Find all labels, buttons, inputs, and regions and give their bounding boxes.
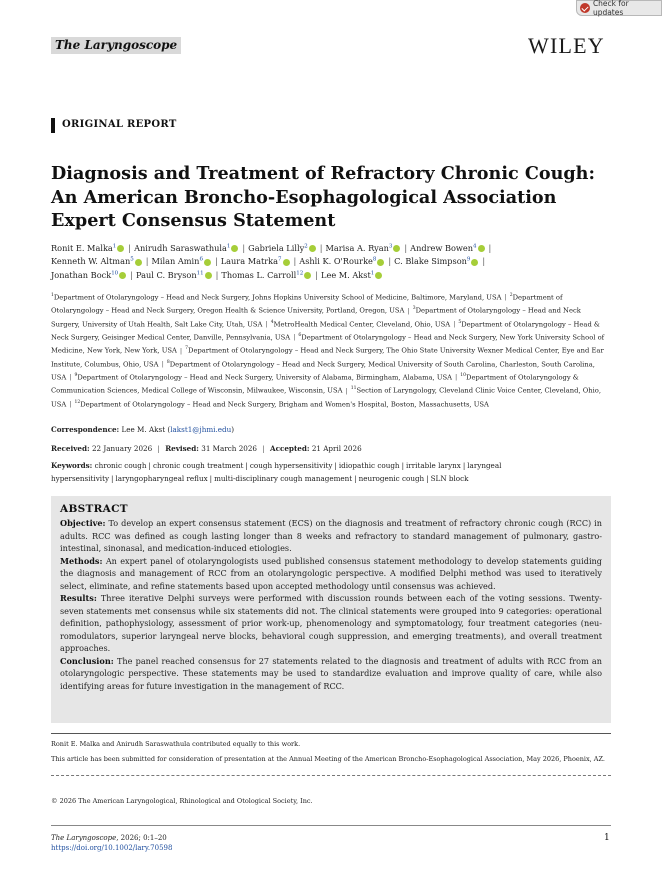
affiliation-separator: | (345, 386, 348, 395)
divider (51, 825, 611, 826)
author-separator: | (215, 269, 219, 280)
article-dates (51, 444, 611, 453)
orcid-icon[interactable] (204, 259, 211, 266)
conclusion-label: Conclusion: (60, 655, 114, 666)
abstract-box (51, 496, 611, 723)
received-label: Received: (51, 444, 90, 453)
affiliation-text: Department of Otolaryngology – Head and Neck Surgery, New York University School of Medicine, New York, New York, USA (51, 333, 605, 355)
revised-label: Revised: (165, 444, 199, 453)
orcid-icon[interactable] (117, 245, 124, 252)
author-separator: | (404, 242, 408, 253)
affiliation-separator: | (161, 359, 164, 368)
correspondence-email-link[interactable]: lakst1@jhmi.edu (170, 425, 232, 434)
author-separator: | (388, 256, 392, 267)
affiliation-number: 11 (350, 386, 357, 392)
author-affiliation-ref: 9 (466, 256, 471, 263)
divider (51, 733, 611, 734)
affiliation-separator: | (453, 319, 456, 328)
objective-text: To develop an expert consensus statement (ECS) on the diagnosis and treatment of refractory chronic cough (RCC) in adults. RCC was defined as cough lasting longer than 8 weeks and refractory to standard management of pulmonary, gastro-intestinal, sinonasal, and medication-induced etiologies. (60, 518, 602, 553)
affiliation-number: 5 (458, 319, 462, 325)
divider: | (157, 444, 160, 453)
revised-date: 31 March 2026 (201, 444, 257, 453)
affiliation-separator: | (265, 319, 268, 328)
publisher-logo: WILEY (528, 33, 605, 58)
affiliation-text: Department of Otolaryngology – Head and Neck Surgery, Oregon Health & Science University, Portland, Oregon, USA (51, 293, 563, 315)
keyword: SLN block (430, 473, 469, 483)
author-affiliation-ref: 1 (226, 243, 231, 249)
keyword-separator: | (209, 473, 213, 483)
keyword: chronic cough (94, 461, 147, 470)
orcid-icon[interactable] (393, 245, 400, 252)
author-affiliation-ref: 10 (111, 270, 119, 276)
article-title: Diagnosis and Treatment of Refractory Chronic Cough: An American Broncho-Esophagological Association Expert Consensus Statement (51, 163, 595, 231)
author-separator: | (145, 256, 149, 267)
orcid-icon[interactable] (119, 272, 126, 279)
author-name: Ashli K. O'Rourke (299, 256, 373, 267)
author-list-line (51, 267, 611, 282)
author-separator: | (214, 256, 218, 267)
keyword: chronic cough treatment (152, 461, 244, 470)
keyword-separator: | (334, 461, 337, 470)
report-type: ORIGINAL REPORT (62, 119, 177, 130)
orcid-icon[interactable] (283, 259, 290, 266)
keyword: multi-disciplinary cough management (214, 473, 353, 483)
author-name: Anirudh Saraswathula (134, 242, 227, 253)
methods-label: Methods: (60, 555, 103, 566)
author-separator: | (293, 256, 297, 267)
author-affiliation-ref: 8 (372, 256, 377, 263)
author-affiliation-ref: 12 (296, 270, 304, 276)
author-name: Paul C. Bryson (135, 269, 197, 280)
keyword-separator: | (401, 461, 404, 470)
abstract-methods (60, 555, 602, 593)
orcid-icon[interactable] (205, 272, 212, 279)
author-name: Marisa A. Ryan (325, 242, 389, 253)
author-name: Laura Matrka (220, 256, 279, 267)
abstract-conclusion (60, 655, 602, 693)
conclusion-text: The panel reached consensus for 27 statements related to the diagnosis and treatment of adults with RCC from an otolaryngologic perspective. These statements may be used to standardize evaluation and improve quality of care, while also identifying areas for future investigation in the management of RCC. (60, 655, 602, 691)
abstract-objective (60, 517, 602, 555)
check-updates-icon (580, 3, 590, 13)
affiliation-text: Department of Otolaryngology – Head and Neck Surgery, Medical University of South Carolina, Charleston, South Carolina, USA (51, 359, 595, 382)
affiliation-number: 6 (298, 333, 302, 339)
journal-name: The Laryngoscope (51, 37, 181, 54)
affiliation-text: Department of Otolaryngology – Head and Neck Surgery, The Ohio State University Wexner Medical Center, Eye and Ear Institute, Columbus, Ohio, USA (51, 346, 604, 368)
keyword: cough hypersensitivity (249, 461, 333, 470)
author[interactable] (221, 270, 312, 280)
author[interactable] (299, 256, 385, 266)
author[interactable] (51, 270, 127, 280)
keyword-list (51, 461, 501, 483)
author[interactable] (394, 256, 479, 266)
author-separator: | (242, 242, 246, 253)
affiliation-separator: | (179, 346, 183, 355)
author[interactable] (248, 243, 317, 253)
author-name: Gabriela Lilly (248, 242, 305, 253)
affiliation-text: MetroHealth Medical Center, Cleveland, Ohio, USA (273, 319, 451, 328)
author-name: Thomas L. Carroll (221, 269, 297, 280)
orcid-icon[interactable] (135, 259, 142, 266)
author-affiliation-ref: 7 (278, 256, 282, 263)
doi-link[interactable]: https://doi.org/10.1002/lary.70598 (51, 844, 173, 852)
author-affiliation-ref: 5 (130, 256, 134, 263)
affiliation-separator: | (69, 373, 72, 382)
affiliation-text: Department of Otolaryngology & Communication Sciences, Medical College of Wisconsin, Milwaukee, Wisconsin, USA (51, 373, 579, 395)
keyword: neurogenic cough (358, 473, 425, 483)
affiliation-separator: | (407, 306, 410, 315)
orcid-icon[interactable] (304, 272, 311, 279)
author[interactable] (134, 243, 239, 253)
author-name: Jonathan Bock (51, 269, 112, 280)
keyword: laryngeal hypersensitivity (51, 461, 502, 483)
check-for-updates-button[interactable] (576, 0, 662, 16)
divider: | (262, 444, 265, 453)
affiliation-number: 3 (412, 306, 416, 312)
author-affiliation-ref: 1 (370, 270, 375, 276)
author-affiliation-ref: 2 (304, 243, 308, 249)
author[interactable] (136, 270, 213, 280)
author[interactable] (410, 243, 485, 253)
author-name: Lee M. Akst (321, 269, 371, 280)
author-separator: | (130, 269, 133, 280)
author-separator: | (319, 242, 323, 253)
affiliation-separator: | (455, 373, 458, 382)
affiliation-number: 12 (74, 399, 81, 405)
affiliation-text: Department of Otolaryngology – Head and Neck Surgery, University of Alabama, Birmingham, Alabama, USA (77, 373, 453, 382)
correspondence: Correspondence: Lee M. Akst (lakst1@jhmi.edu) (51, 425, 235, 434)
affiliation-text: Department of Otolaryngology – Head and Neck Surgery, University of Utah Health, Salt Lake City, Utah, USA (51, 306, 581, 328)
author-affiliation-ref: 6 (199, 256, 203, 263)
keyword-separator: | (426, 473, 429, 483)
orcid-icon[interactable] (375, 272, 382, 279)
keyword: idiopathic cough (338, 461, 400, 470)
copyright: © 2026 The American Laryngological, Rhinological and Otological Society, Inc. (51, 797, 313, 805)
author-name: Ronit E. Malka (51, 242, 113, 253)
author[interactable] (51, 256, 143, 266)
author-separator: | (488, 242, 492, 253)
affiliation-text: Department of Otolaryngology – Head and Neck Surgery, Brigham and Women's Hospital, Boston, Massachusetts, USA (80, 400, 489, 408)
author[interactable] (221, 256, 291, 266)
keyword: irritable larynx (405, 461, 461, 470)
results-text: Three iterative Delphi surveys were performed with discussion rounds between each of the voting sessions. Twenty-seven statements met consensus while six statements did not. The clinical statements were grouped into 9 categories: operational definition, pathophysiology, assessment of prior work-up, phenomenology and symptomatology, four treatment categories (neu-romodulators, superior laryngeal nerve blocks, behavioral cough suppression, and emerging treatments), and overall treatment approaches. (60, 593, 602, 653)
affiliation-text: Department of Otolaryngology – Head and Neck Surgery, Johns Hopkins University School of Medicine, Baltimore, Maryland, USA (53, 293, 502, 302)
author-name: C. Blake Simpson (394, 256, 467, 267)
affiliation-separator: | (293, 333, 296, 342)
keywords-label: Keywords: (51, 461, 93, 470)
abstract-heading: ABSTRACT (60, 503, 128, 515)
footnote-equal-contribution: Ronit E. Malka and Anirudh Saraswathula contributed equally to this work. (51, 740, 301, 748)
received-date: 22 January 2026 (91, 444, 153, 453)
orcid-icon[interactable] (377, 259, 384, 266)
orcid-icon[interactable] (231, 245, 238, 252)
affiliation-separator: | (69, 400, 72, 408)
author-affiliation-ref: 4 (473, 243, 477, 249)
keyword-separator: | (111, 473, 114, 483)
author-separator: | (482, 256, 486, 267)
citation-journal: The Laryngoscope (51, 834, 117, 842)
affiliation-number: 9 (74, 373, 78, 379)
author[interactable] (51, 243, 125, 253)
author-name: Kenneth W. Altman (51, 256, 131, 267)
author[interactable] (152, 256, 212, 266)
check-updates-label: Check for updates (592, 0, 629, 17)
abstract-results (60, 592, 602, 655)
affiliation-number: 7 (185, 346, 189, 352)
results-label: Results: (60, 593, 97, 603)
affiliation-separator: | (504, 293, 507, 302)
keyword-separator: | (148, 461, 151, 470)
citation (51, 833, 611, 853)
correspondence-name: Lee M. Akst (121, 425, 166, 434)
author[interactable] (325, 243, 401, 253)
report-type-bar (51, 118, 55, 133)
affiliation-number: 10 (460, 373, 467, 379)
keyword-separator: | (462, 461, 466, 470)
orcid-icon[interactable] (478, 245, 485, 252)
affiliation-text: Section of Laryngology, Cleveland Clinic Voice Center, Cleveland, Ohio, USA (51, 386, 602, 408)
objective-label: Objective: (60, 518, 106, 528)
methods-text: An expert panel of otolaryngologists used published consensus statement methodology to develop statements guiding the diagnosis and management of RCC from an otolaryngologic perspective. A modified Delphi method was used to iteratively select, eliminate, and refine statements based upon accepted methodology until consensus was achieved. (60, 555, 602, 591)
affiliations (51, 290, 611, 410)
accepted-label: Accepted: (270, 444, 310, 453)
author-affiliation-ref: 11 (196, 270, 204, 276)
accepted-date: 21 April 2026 (311, 444, 362, 453)
author-separator: | (128, 242, 132, 253)
affiliation-number: 4 (270, 319, 274, 325)
author-name: Milan Amin (151, 256, 200, 267)
footnote-presentation: This article has been submitted for consideration of presentation at the Annual Meeting of the American Broncho-Esophagological Association, May 2026, Phoenix, AZ. (51, 755, 605, 763)
author-affiliation-ref: 1 (112, 243, 117, 249)
author[interactable] (321, 270, 383, 280)
affiliation-number: 2 (509, 293, 513, 298)
author-affiliation-ref: 3 (388, 243, 393, 249)
keyword: laryngopharyngeal reflux (115, 473, 208, 483)
orcid-icon[interactable] (309, 245, 316, 252)
keywords (51, 460, 611, 485)
citation-details: , 2026; 0:1–20 (116, 834, 167, 842)
divider (51, 775, 611, 776)
affiliation-number: 8 (166, 359, 170, 365)
keyword-separator: | (354, 473, 357, 483)
affiliation-number: 1 (51, 293, 54, 298)
keyword-separator: | (245, 461, 248, 470)
affiliation-text: Department of Otolaryngology – Head & Neck Surgery, Geisinger Medical Center, Danville, Pennsylvania, USA (51, 319, 600, 342)
orcid-icon[interactable] (471, 259, 478, 266)
correspondence-label: Correspondence: (51, 425, 120, 434)
page-number: 1 (604, 833, 610, 843)
author-name: Andrew Bowen (410, 242, 474, 253)
author-separator: | (315, 269, 319, 280)
